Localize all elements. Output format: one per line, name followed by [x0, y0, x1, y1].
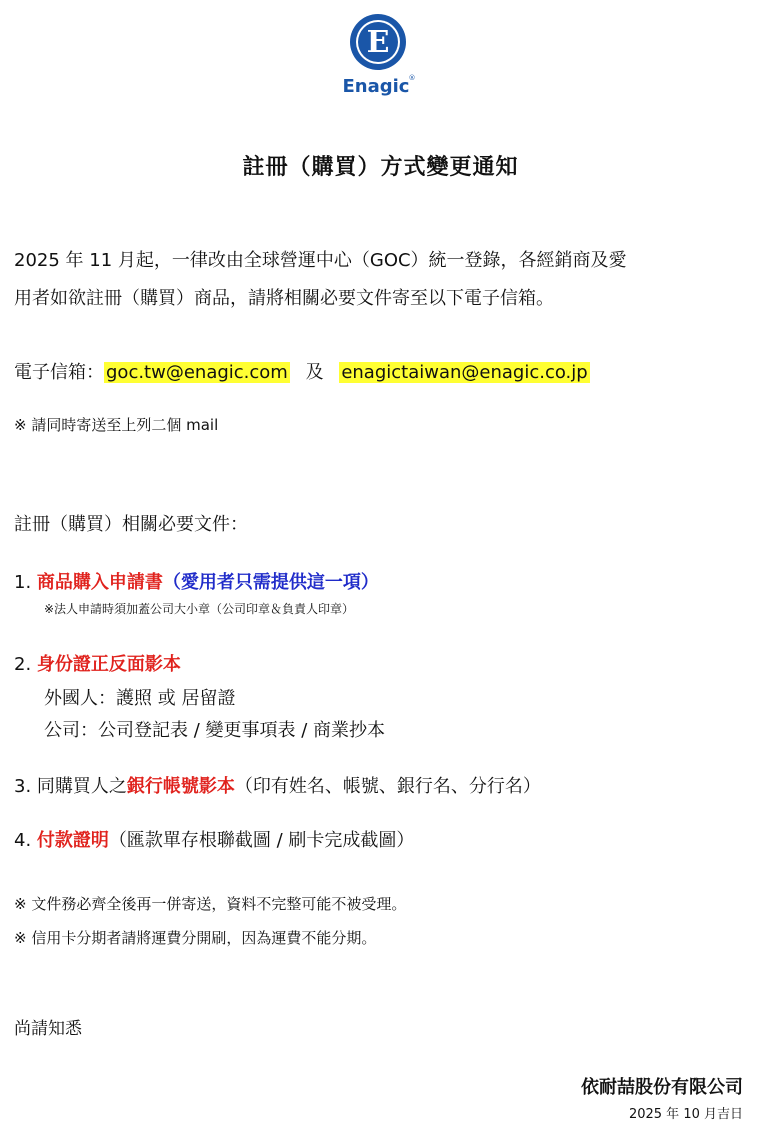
doc-item-2: [14, 650, 181, 676]
doc-item-1: [14, 568, 379, 594]
doc-item-4: [14, 826, 414, 852]
intro-line-1: 2025 年 11 月起，一律改由全球營運中心（GOC）統一登錄，各經銷商及愛: [14, 250, 627, 271]
doc-item-3-title: 銀行帳號影本: [126, 776, 235, 797]
doc-item-4-title: 付款證明: [36, 830, 109, 851]
email-and: 及: [305, 362, 324, 383]
doc-item-3-post: （印有姓名、帳號、銀行名、分行名）: [234, 776, 541, 797]
doc-item-2-num: 2.: [14, 654, 32, 675]
doc-item-4-num: 4.: [14, 830, 32, 851]
doc-item-1-sub: ※法人申請時須加蓋公司大小章（公司印章＆負責人印章）: [44, 602, 355, 616]
doc-item-1-title: 商品購入申請書: [36, 572, 163, 593]
note-send-both: ※ 請同時寄送至上列二個 mail: [14, 416, 219, 434]
docs-heading: 註冊（購買）相關必要文件：: [14, 514, 248, 535]
note-credit-card: ※ 信用卡分期者請將運費分開刷，因為運費不能分期。: [14, 929, 377, 947]
svg-text:E: E: [366, 25, 390, 60]
doc-item-1-num: 1.: [14, 572, 32, 593]
email-label: 電子信箱：: [14, 362, 104, 383]
doc-item-2-title: 身份證正反面影本: [36, 654, 181, 675]
email-link-taiwan[interactable]: enagictaiwan@enagic.co.jp: [341, 362, 588, 383]
page-title: 註冊（購買）方式變更通知: [242, 155, 519, 180]
email-line: [14, 358, 590, 384]
closing-text: 尚請知悉: [14, 1019, 82, 1039]
doc-item-3-num: 3.: [14, 776, 32, 797]
svg-text:®: ®: [408, 74, 416, 82]
doc-item-3-pre: 同購買人之: [36, 776, 127, 797]
doc-item-3: [14, 772, 541, 798]
doc-item-2-sub-1: 外國人：護照 或 居留證: [44, 688, 236, 709]
notice-date: 2025 年 10 月吉日: [628, 1107, 743, 1122]
enagic-logo-mark: [338, 12, 418, 96]
doc-item-1-note: （愛用者只需提供這一項）: [162, 572, 379, 593]
enagic-logo: [338, 12, 418, 96]
doc-item-2-sub-2: 公司：公司登記表 / 變更事項表 / 商業抄本: [44, 720, 386, 741]
doc-item-4-post: （匯款單存根聯截圖 / 刷卡完成截圖）: [108, 830, 415, 851]
svg-text:Enagic: Enagic: [342, 76, 410, 96]
intro-line-2: 用者如欲註冊（購買）商品，請將相關必要文件寄至以下電子信箱。: [14, 288, 554, 309]
email-link-goc[interactable]: goc.tw@enagic.com: [106, 362, 288, 383]
note-complete-docs: ※ 文件務必齊全後再一併寄送，資料不完整可能不被受理。: [14, 895, 407, 913]
company-name: 依耐喆股份有限公司: [581, 1077, 743, 1098]
